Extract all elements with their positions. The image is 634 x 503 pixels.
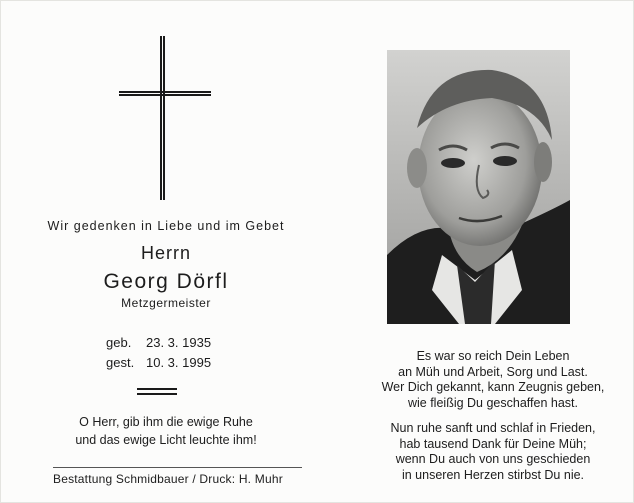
death-date: 10. 3. 1995 (146, 355, 212, 370)
birth-date: 23. 3. 1935 (146, 335, 212, 350)
memorial-poem (358, 349, 628, 493)
prayer (20, 413, 312, 449)
poem-line: Wer Dich gekannt, kann Zeugnis geben, (381, 380, 605, 394)
prayer-line: und das ewige Licht leuchte ihm! (75, 433, 257, 447)
portrait-photo (387, 50, 570, 324)
poem-line: wenn Du auch von uns geschieden (395, 452, 591, 466)
deceased-name: Georg Dörfl (103, 270, 229, 293)
prayer-line: O Herr, gib ihm die ewige Ruhe (79, 415, 253, 429)
poem-stanza (358, 349, 628, 411)
death-date-row (106, 353, 211, 373)
poem-line: in unseren Herzen stirbst Du nie. (401, 467, 585, 482)
footer-divider (53, 467, 302, 468)
poem-line: an Müh und Arbeit, Sorg und Last. (398, 364, 588, 379)
poem-line: wie fleißig Du geschaffen hast. (407, 395, 578, 410)
salutation: Herrn (140, 243, 191, 263)
double-divider (137, 388, 177, 395)
birth-label: geb. (106, 335, 132, 350)
life-dates (106, 333, 211, 373)
footer-credits: Bestattung Schmidbauer / Druck: H. Muhr (53, 472, 283, 486)
cross-icon (119, 36, 211, 200)
intro-line: Wir gedenken in Liebe und im Gebet (47, 219, 285, 233)
birth-date-row (106, 333, 211, 353)
poem-line: hab tausend Dank für Deine Müh; (399, 436, 587, 451)
poem-line: Nun ruhe sanft und schlaf in Frieden, (390, 421, 596, 435)
poem-line: Es war so reich Dein Leben (416, 349, 570, 363)
profession: Metzgermeister (121, 296, 211, 310)
death-label: gest. (106, 355, 135, 370)
poem-stanza (358, 421, 628, 483)
